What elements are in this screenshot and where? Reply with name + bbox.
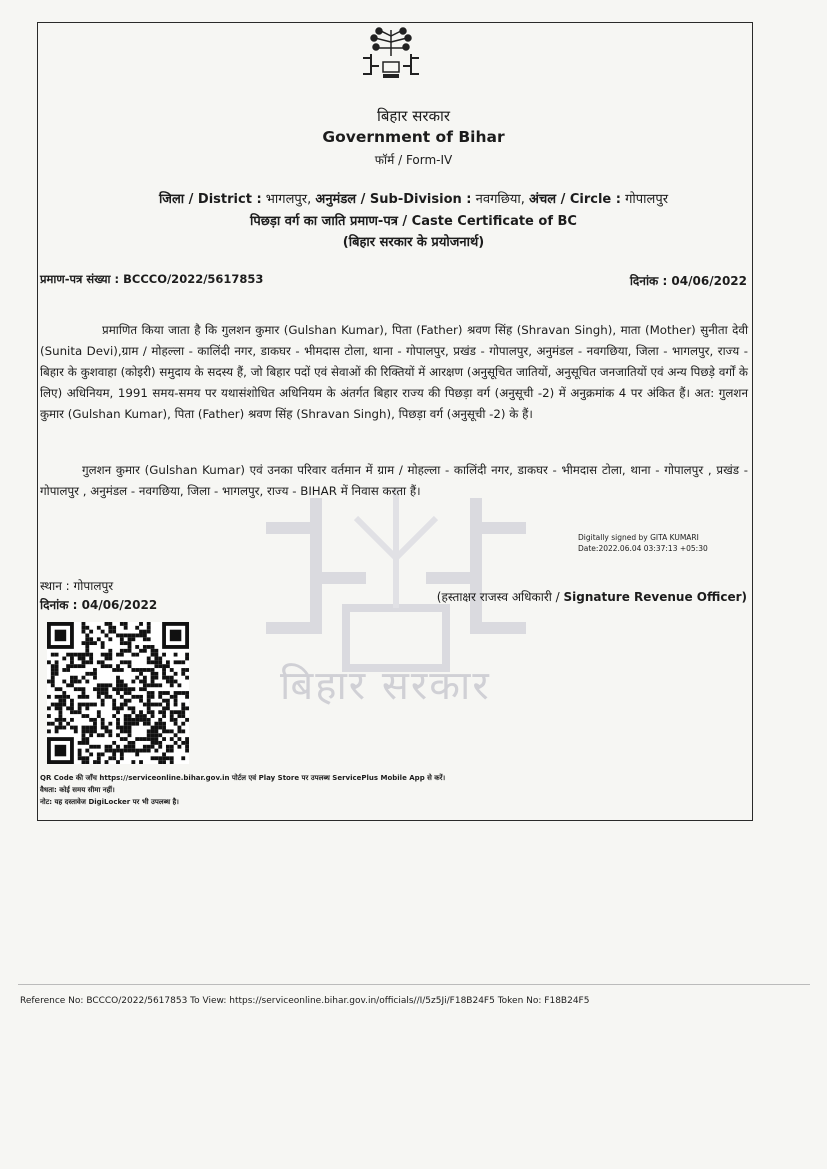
digital-signer: Digitally signed by GITA KUMARI <box>578 533 699 542</box>
digital-sign-date: Date:2022.06.04 03:37:13 +05:30 <box>578 544 708 553</box>
qr-note: QR Code की जाँच https://serviceonline.bihar.gov.in पोर्टल एवं Play Store पर उपलब्ध ServicePlus Mobile App से करें। <box>40 774 446 782</box>
issue-date: दिनांक : 04/06/2022 <box>629 274 747 288</box>
validity-note: वैधता: कोई समय सीमा नहीं। <box>40 786 115 794</box>
certificate-number: प्रमाण-पत्र संख्या : BCCCO/2022/5617853 <box>40 272 264 286</box>
subdivision-label: अनुमंडल / Sub-Division : <box>315 192 472 207</box>
footer-divider <box>18 984 810 985</box>
reference-line: Reference No: BCCCO/2022/5617853 To View: https://serviceonline.bihar.gov.in/officials//I/5z5Ji/F18B24F5 Token No: F18B24F5 <box>20 996 590 1006</box>
subdivision-value: नवगछिया, <box>471 192 530 207</box>
jurisdiction-line <box>0 189 827 207</box>
officer-hindi: (हस्ताक्षर राजस्व अधिकारी / <box>436 590 564 604</box>
form-number: फॉर्म / Form-IV <box>374 153 453 167</box>
signature-date: दिनांक : 04/06/2022 <box>40 598 158 612</box>
officer-english: Signature Revenue Officer) <box>563 590 747 604</box>
qr-code[interactable] <box>44 622 192 764</box>
district-label: जिला / District : <box>158 192 262 207</box>
circle-value: गोपालपुर <box>620 192 669 207</box>
district-value: भागलपुर, <box>261 192 316 207</box>
certificate-purpose: (बिहार सरकार के प्रयोजनार्थ) <box>342 235 485 250</box>
circle-label: अंचल / Circle : <box>529 192 621 207</box>
notes-block <box>40 772 445 808</box>
place-date-block <box>40 577 157 615</box>
revenue-officer-signature <box>437 588 747 605</box>
certificate-paragraph-1: प्रमाणित किया जाता है कि गुलशन कुमार (Gulshan Kumar), पिता (Father) श्रवण सिंह (Shravan Singh), माता (Mother) सुनीता देवी (Sunita Devi),ग्राम / मोहल्ला - कालिंदी नगर, डाकघर - भीमदास टोला, थाना - गोपालपुर, प्रखंड - गोपालपुर, अनुमंडल - नवगछिया, जिला - भागलपुर, राज्य - बिहार के कुशवाहा (कोइरी) समुदाय के सदस्य हैं, जो बिहार पदों एवं सेवाओं की रिक्तियों में आरक्षण (अनुसूचित जातियों, अनुसूचित जनजातियों एवं अन्य पिछड़े वर्गों के लिए) अधिनियम, 1991 समय-समय पर यथासंशोधित अधिनियम के अंतर्गत बिहार राज्य की पिछड़ा वर्ग (अनुसूची -2) में अनुक्रमांक 4 पर अंकित हैं। अत: गुलशन कुमार (Gulshan Kumar), पिता (Father) श्रवण सिंह (Shravan Singh), पिछड़ा वर्ग (अनुसूची -2) के हैं। <box>40 323 748 421</box>
certificate-paragraph-2: गुलशन कुमार (Gulshan Kumar) एवं उनका परिवार वर्तमान में ग्राम / मोहल्ला - कालिंदी नगर, डाकघर - भीमदास टोला, थाना - गोपालपुर , प्रखंड - गोपालपुर , अनुमंडल - नवगछिया, जिला - भागलपुर, राज्य - BIHAR में निवास करता हैं। <box>40 463 748 498</box>
place: स्थान : गोपालपुर <box>40 579 114 593</box>
digilocker-note: नोट: यह दस्तावेज DigiLocker पर भी उपलब्ध है। <box>40 798 179 806</box>
watermark-text: बिहार सरकार <box>280 663 491 709</box>
bihar-emblem-logo <box>355 26 427 84</box>
gov-hindi-title: बिहार सरकार <box>376 107 451 125</box>
digital-signature <box>578 532 708 554</box>
gov-english-title: Government of Bihar <box>322 128 505 146</box>
certificate-title: पिछड़ा वर्ग का जाति प्रमाण-पत्र / Caste Certificate of BC <box>250 214 577 229</box>
